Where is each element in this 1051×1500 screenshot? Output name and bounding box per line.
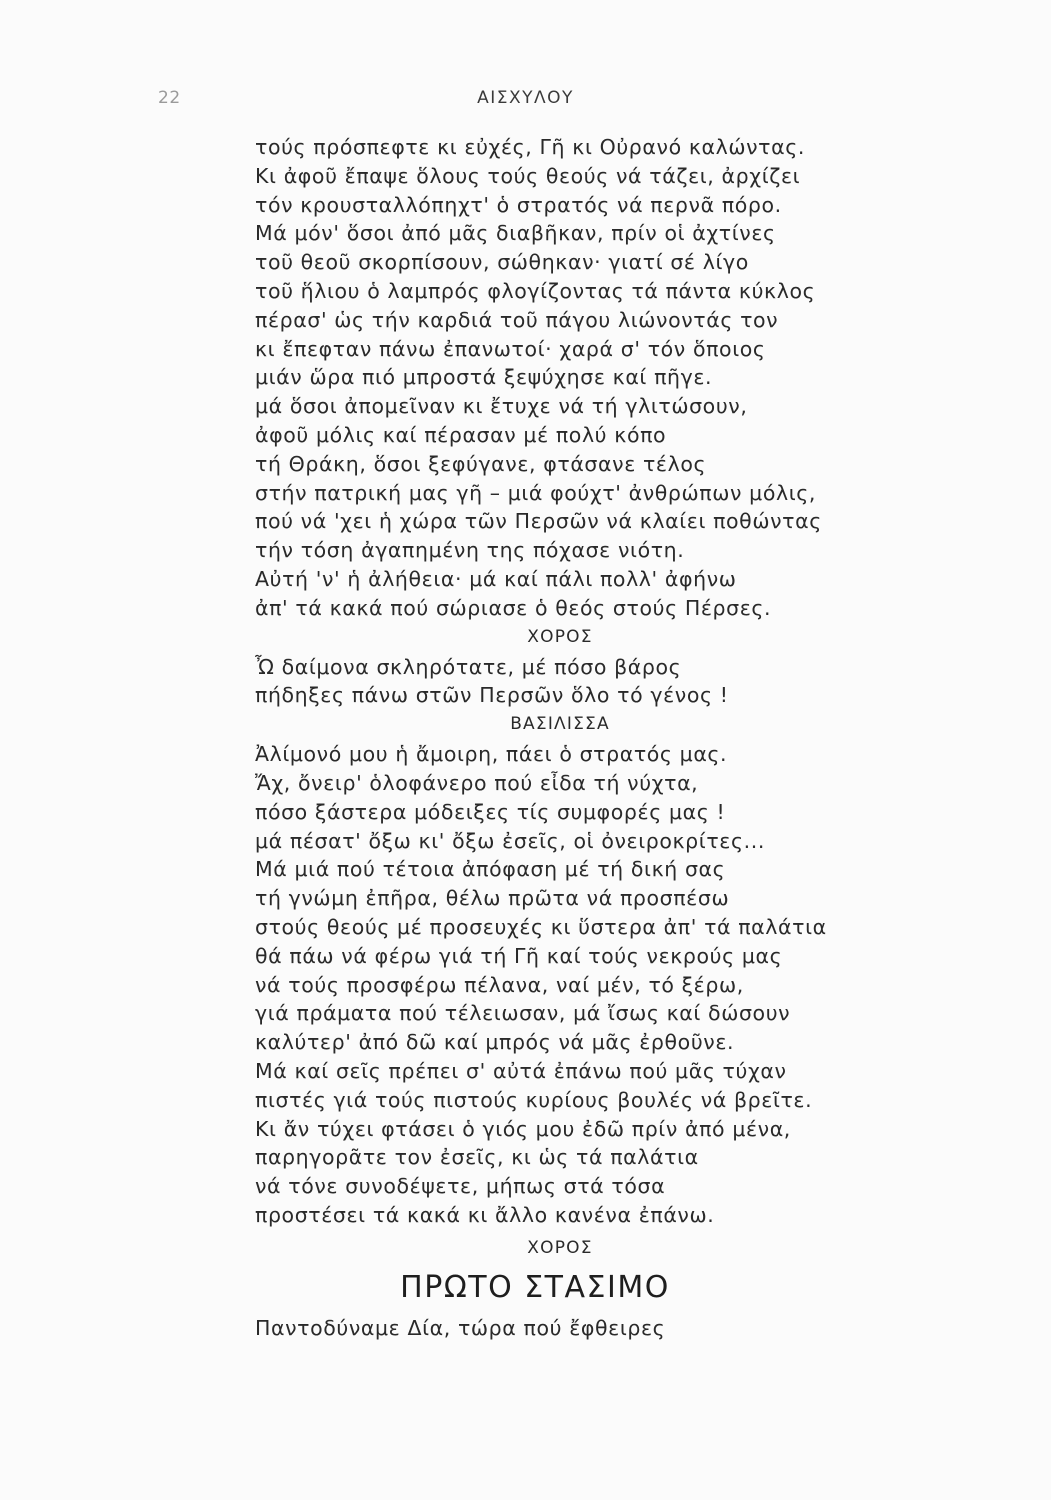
verse-line: τούς πρόσπεφτε κι εὐχές, Γῆ κι Οὐρανό καλώντας. <box>255 135 805 159</box>
verse-line: κι ἔπεφταν πάνω ἐπανωτοί· χαρά σ' τόν ὅποιος <box>255 336 766 361</box>
verse-line: Κι ἀφοῦ ἔπαψε ὅλους τούς θεούς νά τάζει, ἀρχίζει <box>255 163 801 188</box>
verse-line: νά τόνε συνοδέψετε, μήπως στά τόσα <box>255 1174 666 1199</box>
verse-line: προστέσει τά κακά κι ἄλλο κανένα ἐπάνω. <box>255 1202 715 1227</box>
verse-line: στήν πατρική μας γῆ – μιά φούχτ' ἀνθρώπων μόλις, <box>255 480 816 505</box>
verse-line: νά τούς προσφέρω πέλανα, ναί μέν, τό ξέρω, <box>255 972 744 997</box>
verse-line: καλύτερ' ἀπό δῶ καί μπρός νά μᾶς ἐρθοῦνε. <box>255 1030 735 1055</box>
speaker-queen: ΒΑΣΙΛΙΣΣΑ <box>510 714 610 735</box>
verse-line: πόσο ξάστερα μόδειξες τίς συμφορές μας ! <box>255 799 726 824</box>
verse-line: μά ὅσοι ἀπομεῖναν κι ἔτυχε νά τή γλιτώσουν, <box>255 394 748 419</box>
verse-line: Κι ἄν τύχει φτάσει ὁ γιός μου ἐδῶ πρίν ἀπό μένα, <box>255 1116 791 1141</box>
verse-line: στούς θεούς μέ προσευχές κι ὕστερα ἀπ' τά παλάτια <box>255 914 827 939</box>
verse-line: ἀπ' τά κακά πού σώριασε ὁ θεός στούς Πέρσες. <box>255 595 772 620</box>
verse-line: μά πέσατ' ὄξω κι' ὄξω ἐσεῖς, οἱ ὀνειροκρίτες... <box>255 828 765 853</box>
verse-line: Ὦ δαίμονα σκληρότατε, μέ πόσο βάρος <box>255 654 682 679</box>
verse-line: Ἄχ, ὄνειρ' ὁλοφάνερο πού εἶδα τή νύχτα, <box>255 770 699 795</box>
page-number: 22 <box>158 88 181 108</box>
verse-line: Ἀλίμονό μου ἡ ἄμοιρη, πάει ὁ στρατός μας. <box>255 742 728 767</box>
verse-line: Μά μιά πού τέτοια ἀπόφαση μέ τή δική σας <box>255 857 726 882</box>
verse-line: τήν τόση ἀγαπημένη της πόχασε νιότη. <box>255 538 685 563</box>
verse-line: τοῦ θεοῦ σκορπίσουν, σώθηκαν· γιατί σέ λίγο <box>255 250 749 275</box>
verse-line: τή γνώμη ἐπῆρα, θέλω πρῶτα νά προσπέσω <box>255 886 730 911</box>
verse-line: μιάν ὥρα πιό μπροστά ξεψύχησε καί πῆγε. <box>255 365 713 390</box>
verse-line: πού νά 'χει ἡ χώρα τῶν Περσῶν νά κλαίει ποθώντας <box>255 509 822 534</box>
speaker-chorus: ΧΟΡΟΣ <box>527 626 593 647</box>
verse-line: τή Θράκη, ὅσοι ξεφύγανε, φτάσανε τέλος <box>255 451 707 476</box>
verse-line: θά πάω νά φέρω γιά τή Γῆ καί τούς νεκρούς μας <box>255 943 783 968</box>
passage-1 <box>255 133 895 623</box>
verse-line: Αὐτή 'ν' ἡ ἀλήθεια· μά καί πάλι πολλ' ἀφήνω <box>255 566 737 591</box>
verse-line: τοῦ ἥλιου ὁ λαμπρός φλογίζοντας τά πάντα κύκλος <box>255 278 816 303</box>
verse-line: ἀφοῦ μόλις καί πέρασαν μέ πολύ κόπο <box>255 422 667 447</box>
verse-line: πιστές γιά τούς πιστούς κυρίους βουλές νά βρεῖτε. <box>255 1087 813 1112</box>
verse-text <box>255 133 895 1342</box>
passage-4 <box>255 1314 895 1343</box>
verse-line: γιά πράματα πού τέλειωσαν, μά ἴσως καί δώσουν <box>255 1001 791 1026</box>
verse-line: τόν κρουσταλλόπηχτ' ὁ στρατός νά περνᾶ πόρο. <box>255 192 782 217</box>
verse-line: πήδηξες πάνω στῶν Περσῶν ὅλο τό γένος ! <box>255 683 729 708</box>
verse-line: πέρασ' ὡς τήν καρδιά τοῦ πάγου λιώνοντάς τον <box>255 307 779 332</box>
verse-line: Παντοδύναμε Δία, τώρα πού ἔφθειρες <box>255 1315 666 1340</box>
section-title: ΠΡΩΤΟ ΣΤΑΣΙΜΟ <box>400 1269 670 1305</box>
verse-line: Μά καί σεῖς πρέπει σ' αὐτά ἐπάνω πού μᾶς τύχαν <box>255 1058 787 1083</box>
running-title: ΑΙΣΧΥΛΟΥ <box>477 88 574 108</box>
speaker-chorus-2: ΧΟΡΟΣ <box>527 1237 593 1258</box>
passage-3 <box>255 740 895 1230</box>
verse-line: Μά μόν' ὅσοι ἀπό μᾶς διαβῆκαν, πρίν οἱ ἀχτίνες <box>255 221 776 246</box>
passage-2 <box>255 653 895 711</box>
verse-line: παρηγορᾶτε τον ἐσεῖς, κι ὡς τά παλάτια <box>255 1145 699 1170</box>
